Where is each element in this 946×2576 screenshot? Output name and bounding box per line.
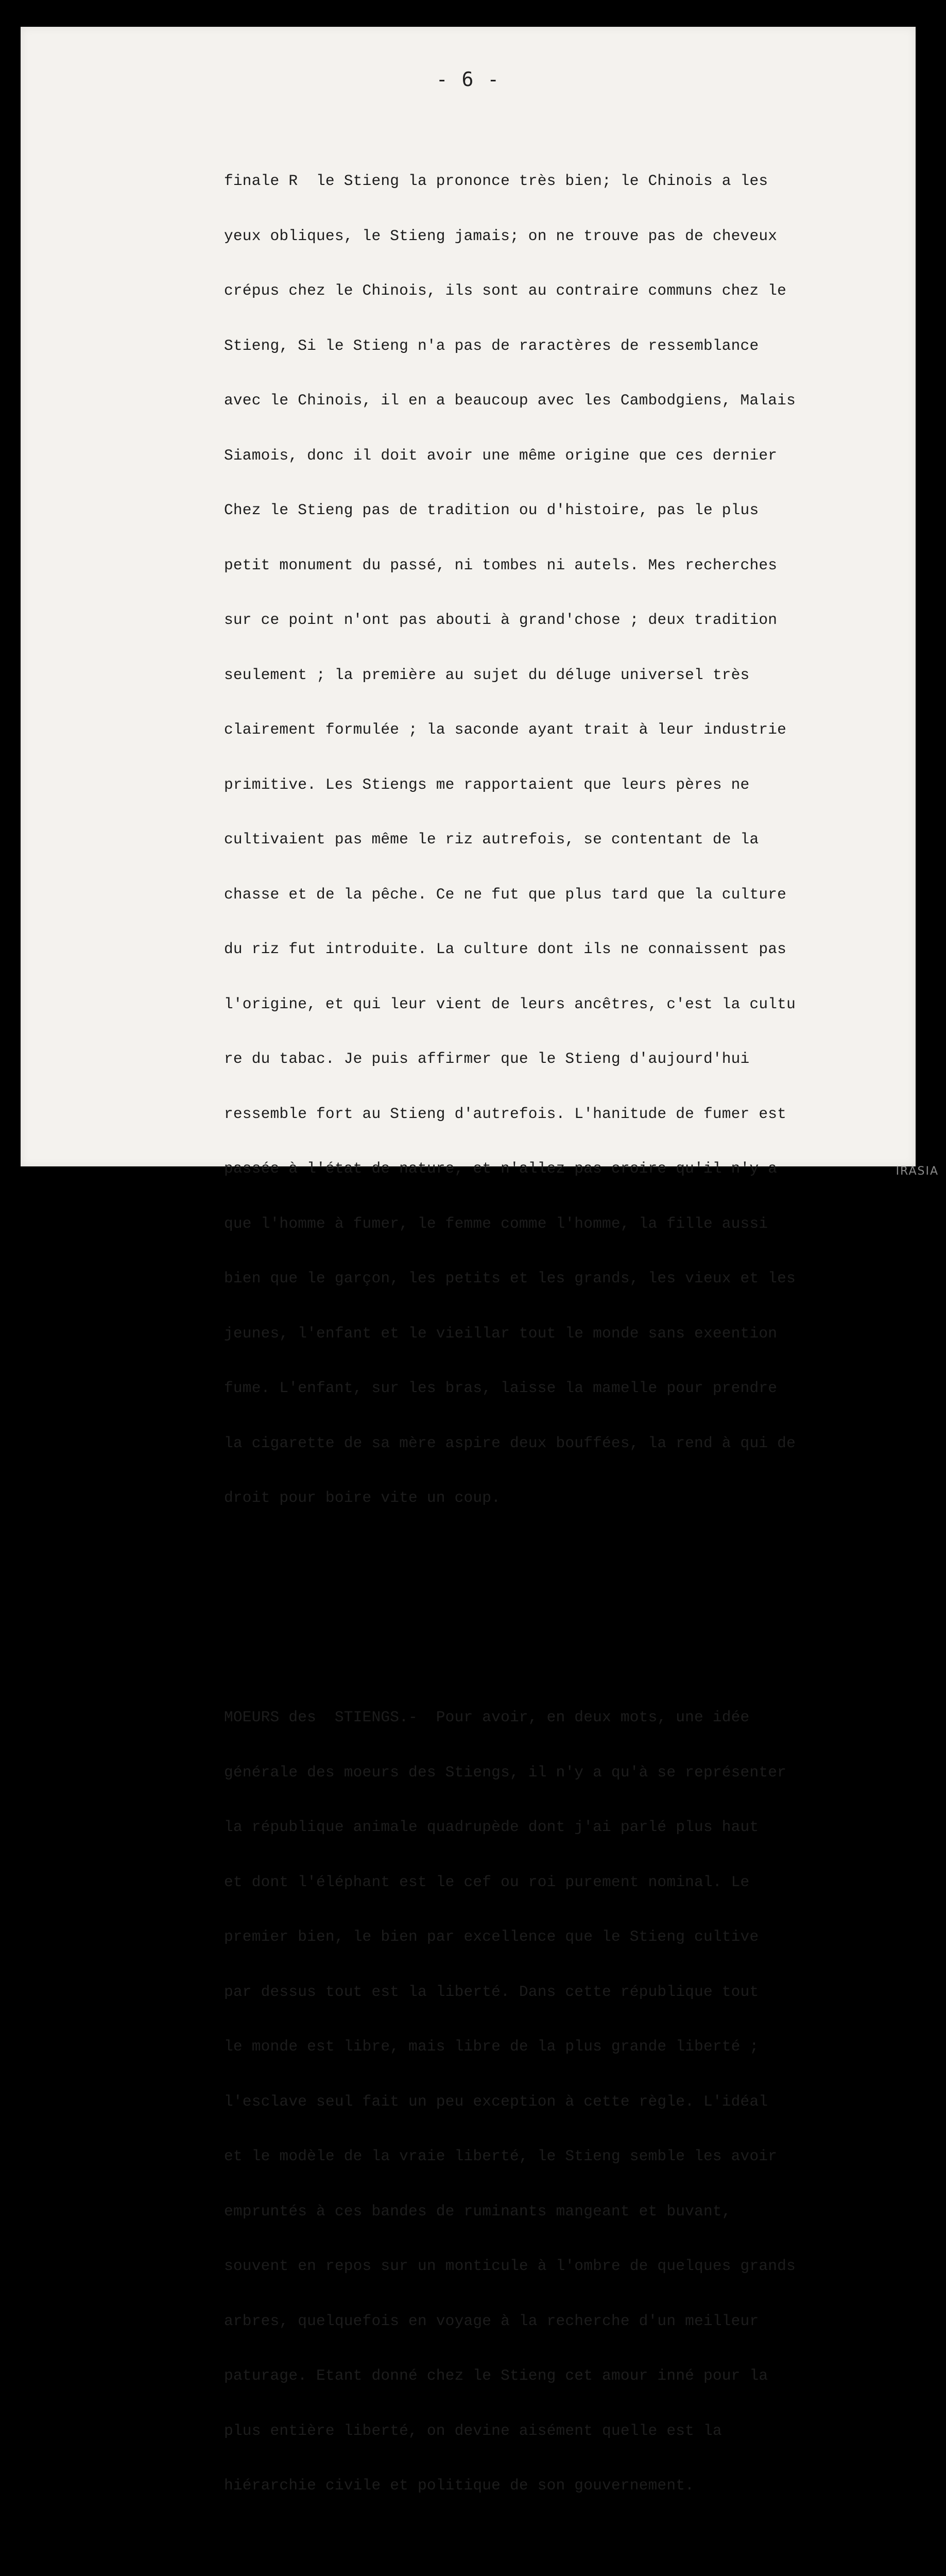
- text-line: paturage. Etant donné chez le Stieng cet amour inné pour la: [224, 2367, 768, 2384]
- text-line: crépus chez le Chinois, ils sont au contraire communs chez le: [224, 282, 787, 299]
- text-line: le monde est libre, mais libre de la plus grande liberté ;: [224, 2038, 759, 2055]
- text-line: yeux obliques, le Stieng jamais; on ne trouve pas de cheveux: [224, 227, 778, 245]
- typewritten-page: [21, 27, 916, 2494]
- text-line: par dessus tout est la liberté. Dans cette république tout: [224, 1982, 759, 2001]
- text-line: premier bien, le bien par excellence que le Stieng cultive: [224, 1928, 759, 1945]
- text-line: l'origine, et qui leur vient de leurs ancêtres, c'est la cultu: [224, 995, 796, 1013]
- text-line: que l'homme à fumer, le femme comme l'homme, la fille aussi: [224, 1214, 768, 1232]
- text-line: et dont l'éléphant est le cef ou roi purement nominal. Le: [224, 1873, 750, 1891]
- text-line: sur ce point n'ont pas abouti à grand'chose ; deux tradition: [224, 611, 778, 629]
- paragraph-origins: [224, 135, 914, 1544]
- text-line: chasse et de la pêche. Ce ne fut que plus tard que la culture: [224, 885, 787, 903]
- text-line: finale R le Stieng la prononce très bien; le Chinois a les: [224, 172, 768, 190]
- text-line: avec le Chinois, il en a beaucoup avec les Cambodgiens, Malais: [224, 392, 796, 409]
- text-line: souvent en repos sur un monticule à l'ombre de quelques grands: [224, 2257, 796, 2275]
- text-line: du riz fut introduite. La culture dont ils ne connaissent pas: [224, 940, 787, 958]
- text-line: arbres, quelquefois en voyage à la recherche d'un meilleur: [224, 2312, 759, 2330]
- text-line: et le modèle de la vraie liberté, le Stieng semble les avoir: [224, 2147, 778, 2165]
- text-line: la cigarette de sa mère aspire deux bouffées, la rend à qui de: [224, 1434, 796, 1452]
- text-line: droit pour boire vite un coup.: [224, 1489, 501, 1506]
- paragraph-moeurs: [224, 1672, 914, 2532]
- text-line: bien que le garçon, les petits et les grands, les vieux et les: [224, 1269, 796, 1287]
- text-line: ressemble fort au Stieng d'autrefois. L'hanitude de fumer est: [224, 1105, 787, 1123]
- text-line: la république animale quadrupède dont j'ai parlé plus haut: [224, 1818, 759, 1836]
- body-text: [224, 99, 914, 2576]
- text-line: jeunes, l'enfant et le vieillar tout le monde sans exeention: [224, 1324, 778, 1342]
- text-line: petit monument du passé, ni tombes ni autels. Mes recherches: [224, 556, 778, 574]
- text-line: clairement formulée ; la saconde ayant trait à leur industrie: [224, 721, 787, 738]
- text-line: empruntés à ces bandes de ruminants mangeant et buvant,: [224, 2202, 731, 2220]
- text-line: hiérarchie civile et politique de son gouvernement.: [224, 2477, 695, 2494]
- text-line: Stieng, Si le Stieng n'a pas de raractères de ressemblance: [224, 336, 759, 354]
- text-line: Siamois, donc il doit avoir une même origine que ces dernier: [224, 446, 778, 464]
- text-line: fume. L'enfant, sur les bras, laisse la mamelle pour prendre: [224, 1379, 778, 1397]
- section-heading-line: MOEURS des STIENGS.- Pour avoir, en deux mots, une idée: [224, 1708, 750, 1726]
- archive-watermark: IRASIA: [896, 1165, 939, 1178]
- text-line: cultivaient pas même le riz autrefois, se contentant de la: [224, 831, 759, 848]
- text-line: passée à l'état de nature, et n'allez pas croire qu'il n'y a: [224, 1160, 778, 1177]
- text-line: primitive. Les Stiengs me rapportaient que leurs pères ne: [224, 775, 750, 793]
- text-line: plus entière liberté, on devine aisément quelle est la: [224, 2421, 722, 2439]
- paragraph-spacer: [224, 1599, 914, 1617]
- text-line: re du tabac. Je puis affirmer que le Stieng d'aujourd'hui: [224, 1050, 750, 1067]
- text-line: l'esclave seul fait un peu exception à cette règle. L'idéal: [224, 2092, 768, 2110]
- page-number: - 6 -: [436, 68, 501, 91]
- text-line: Chez le Stieng pas de tradition ou d'histoire, pas le plus: [224, 501, 759, 519]
- text-line: seulement ; la première au sujet du déluge universel très: [224, 666, 750, 684]
- text-line: générale des moeurs des Stiengs, il n'y a qu'à se représenter: [224, 1763, 787, 1781]
